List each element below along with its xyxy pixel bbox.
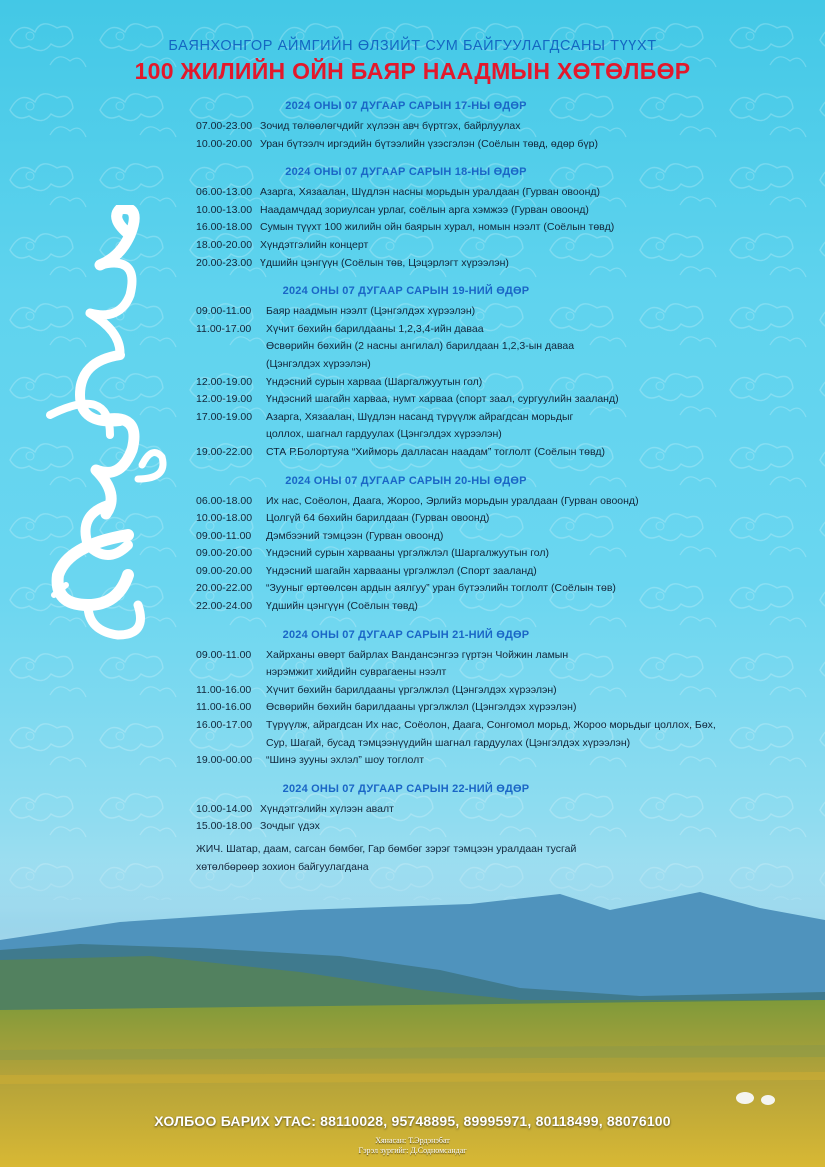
event-time: 10.00-18.00 (196, 512, 253, 525)
event-time: 07.00-23.00 (196, 120, 253, 132)
day-block (196, 100, 806, 153)
event-description: Зочид төлөөлөгчдийг хүлээн авч бүртгэх, байрлуулах (260, 120, 521, 132)
event-time: 16.00-18.00 (196, 221, 253, 234)
event-row (196, 202, 806, 220)
poster-subtitle: БАЯНХОНГОР АЙМГИЙН ӨЛЗИЙТ СУМ БАЙГУУЛАГДСАНЫ ТҮҮХТ (168, 38, 657, 54)
event-row (196, 682, 806, 700)
event-time: 18.00-20.00 (196, 238, 253, 251)
event-time: 12.00-19.00 (196, 375, 253, 388)
event-description: “Зууныг өртөөлсөн ардын аялгуу” уран бүтээлийн тоглолт (Соёлын төв) (266, 582, 616, 595)
event-row (196, 136, 806, 154)
poster-title: 100 ЖИЛИЙН ОЙН БАЯР НААДМЫН ХӨТӨЛБӨР (134, 58, 691, 84)
event-time: 16.00-17.00 (196, 719, 253, 732)
event-description: Цолгүй 64 бөхийн барилдаан (Гурван овоонд) (266, 512, 490, 525)
event-row (196, 801, 806, 819)
event-description: Азарга, Хязаалан, Шүдлэн насанд түрүүлж айрагдсан морьдыг (266, 410, 574, 423)
day-block (196, 285, 806, 461)
event-description: Сур, Шагай, бусад тэмцээнүүдийн шагнал гардуулах (Цэнгэлдэх хүрээлэн) (266, 736, 631, 749)
day-block (196, 629, 806, 770)
event-description: Баяр наадмын нээлт (Цэнгэлдэх хүрээлэн) (266, 305, 476, 318)
day-heading: 2024 ОНЫ 07 ДУГААР САРЫН 18-НЫ ӨДӨР (285, 166, 527, 179)
credits (0, 1136, 825, 1156)
event-description: Үдшийн цэнгүүн (Соёлын төв, Цэцэрлэгт хүрээлэн) (260, 256, 509, 269)
event-time: 12.00-19.00 (196, 393, 253, 406)
event-row (196, 699, 806, 717)
day-heading: 2024 ОНЫ 07 ДУГААР САРЫН 22-НИЙ ӨДӨР (282, 782, 530, 795)
credit-photographer: Гэрэл зургийг: Д.Содномсандаг (358, 1146, 467, 1155)
event-row (196, 338, 806, 356)
event-time: 22.00-24.00 (196, 600, 253, 613)
event-time: 09.00-20.00 (196, 547, 253, 560)
event-row (196, 255, 806, 273)
event-row (196, 528, 806, 546)
event-description: Үдшийн цэнгүүн (Соёлын төвд) (266, 600, 418, 613)
event-time: 17.00-19.00 (196, 410, 253, 423)
event-row (196, 321, 806, 339)
event-description: СТА Р.Болортуяа “Хиймoрь далласан наадам” тоглолт (Соёлын төвд) (266, 445, 606, 458)
event-time: 09.00-11.00 (196, 648, 252, 661)
schedule (196, 100, 806, 889)
event-description: Азарга, Хязаалан, Шүдлэн насны морьдын уралдаан (Гурван овоонд) (260, 186, 600, 199)
event-description: Хүндэтгэлийн хүлээн авалт (260, 802, 394, 815)
event-description: “Шинэ зууны эхлэл” шоу тоглолт (266, 754, 425, 767)
day-block (196, 783, 806, 876)
event-time: 09.00-20.00 (196, 564, 253, 577)
event-time: 19.00-00.00 (196, 754, 253, 767)
event-description: цоллох, шагнал гардуулах (Цэнгэлдэх хүрээлэн) (266, 428, 502, 441)
event-row (196, 409, 806, 427)
day-block (196, 166, 806, 272)
event-row (196, 374, 806, 392)
event-time (196, 426, 266, 444)
event-description: нэрэмжит хийдийн суврагаены нээлт (266, 666, 447, 679)
event-description: Хүчит бөхийн барилдааны 1,2,3,4-ийн даваа (266, 322, 484, 335)
credit-reviewer: Хянасан: Т.Эрдэнэбат (375, 1136, 450, 1145)
note-line: хөтөлбөрөөр зохион байгуулагдана (196, 861, 369, 873)
event-row (196, 426, 806, 444)
event-row (196, 184, 806, 202)
event-time (196, 664, 266, 682)
note-line: ЖИЧ. Шатар, даам, сагсан бөмбөг, Гар бөмбөг зэрэг тэмцээн уралдаан тусгай (196, 843, 577, 855)
event-row (196, 752, 806, 770)
event-description: Үндэсний сурын харваа (Шаргалжуутын гол) (266, 375, 483, 388)
event-time: 20.00-23.00 (196, 256, 253, 269)
event-description: Наадамчдад зориулсан урлаг, соёлын арга хэмжээ (Гурван овоонд) (260, 203, 589, 216)
event-time: 06.00-18.00 (196, 494, 253, 507)
event-row (196, 647, 806, 665)
event-row (196, 580, 806, 598)
event-time: 09.00-11.00 (196, 529, 252, 542)
mongolian-script-calligraphy (38, 205, 173, 655)
event-row (196, 545, 806, 563)
day-block (196, 475, 806, 616)
event-row (196, 493, 806, 511)
note (196, 840, 806, 876)
event-row (196, 717, 806, 735)
event-row (196, 303, 806, 321)
event-description: Хүчит бөхийн барилдааны үргэлжлэл (Цэнгэлдэх хүрээлэн) (266, 683, 557, 696)
contact-phones: ХОЛБОО БАРИХ УТАС: 88110028, 95748895, 89995971, 80118499, 88076100 (154, 1113, 671, 1129)
event-time: 06.00-13.00 (196, 186, 253, 199)
event-row (196, 391, 806, 409)
day-heading: 2024 ОНЫ 07 ДУГААР САРЫН 20-НЫ ӨДӨР (285, 474, 527, 487)
event-row (196, 237, 806, 255)
event-time: 10.00-20.00 (196, 137, 253, 150)
event-description: Уран бүтээлч иргэдийн бүтээлийн үзэсгэлэн (Соёлын төвд, өдөр бүр) (260, 137, 599, 150)
event-description: Зочдыг үдэх (260, 820, 320, 833)
event-description: Дэмбээний тэмцээн (Гурван овоонд) (266, 529, 444, 542)
day-heading: 2024 ОНЫ 07 ДУГААР САРЫН 19-НИЙ ӨДӨР (282, 285, 530, 298)
event-time: 11.00-16.00 (196, 701, 252, 714)
event-description: Үндэсний шагайн харвааны үргэлжлэл (Спорт зааланд) (266, 564, 537, 577)
event-time: 11.00-16.00 (196, 683, 252, 696)
event-time (196, 338, 266, 356)
event-description: Түрүүлж, айрагдсан Их нас, Соёолон, Даага, Сонгомол морьд, Жороо морьдыг цоллох, Бөх, (266, 719, 716, 732)
event-description: Үндэсний сурын харвааны үргэлжлэл (Шаргалжуутын гол) (266, 547, 550, 560)
event-time: 10.00-14.00 (196, 802, 253, 815)
event-row (196, 444, 806, 462)
event-time: 09.00-11.00 (196, 305, 252, 318)
event-description: Хайрханы өвөрт байрлах Вандансэнгээ гүртэн Чойжин ламын (266, 648, 569, 661)
event-description: Үндэсний шагайн харваа, нумт харваа (спорт заал, сургуулийн зааланд) (266, 393, 619, 406)
event-description: Өсвөрийн бөхийн (2 насны ангилал) барилдаан 1,2,3-ын даваа (266, 340, 575, 353)
event-time: 15.00-18.00 (196, 820, 253, 833)
event-row (196, 563, 806, 581)
day-heading: 2024 ОНЫ 07 ДУГААР САРЫН 21-НИЙ ӨДӨР (282, 628, 530, 641)
event-time: 19.00-22.00 (196, 445, 253, 458)
event-row (196, 664, 806, 682)
event-row (196, 356, 806, 374)
event-description: Хүндэтгэлийн концерт (260, 238, 369, 251)
event-row (196, 118, 806, 136)
day-heading: 2024 ОНЫ 07 ДУГААР САРЫН 17-НЫ ӨДӨР (285, 100, 527, 112)
poster-header (0, 38, 825, 85)
event-row (196, 510, 806, 528)
event-time: 20.00-22.00 (196, 582, 253, 595)
event-time: 10.00-13.00 (196, 203, 253, 216)
event-row (196, 735, 806, 753)
event-description: Их нас, Соёолон, Даага, Жороо, Эрлийз морьдын уралдаан (Гурван овоонд) (266, 494, 639, 507)
event-row (196, 598, 806, 616)
event-time (196, 735, 266, 753)
event-time: 11.00-17.00 (196, 322, 252, 335)
event-row (196, 219, 806, 237)
event-description: Өсвөрийн бөхийн барилдааны үргэлжлэл (Цэнгэлдэх хүрээлэн) (266, 701, 577, 714)
event-row (196, 818, 806, 836)
event-description: Сумын түүхт 100 жилийн ойн баярын хурал, номын нээлт (Соёлын төвд) (260, 221, 615, 234)
event-description: (Цэнгэлдэх хүрээлэн) (266, 357, 371, 370)
event-time (196, 356, 266, 374)
